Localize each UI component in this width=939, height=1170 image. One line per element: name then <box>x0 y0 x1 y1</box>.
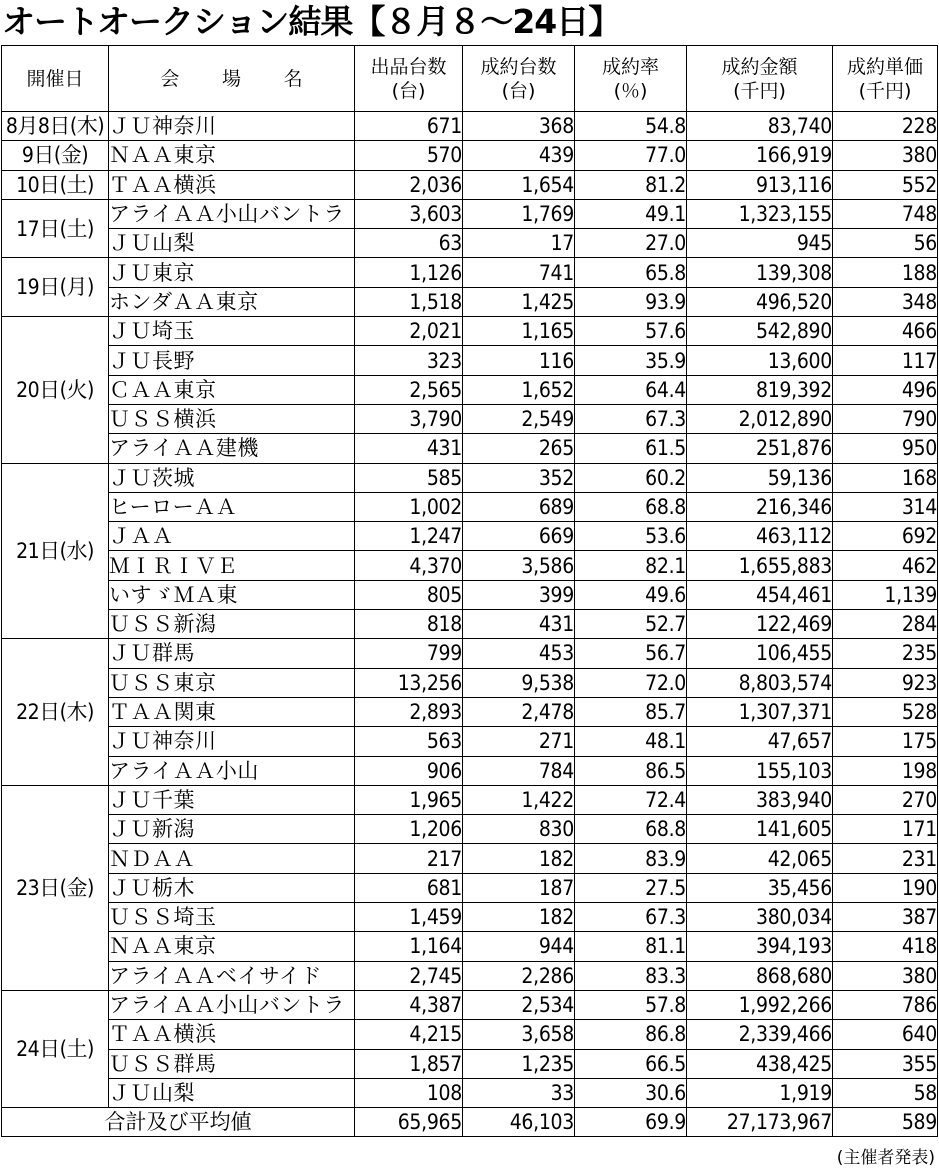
unit-price-cell: 284 <box>833 610 938 639</box>
amount-cell: 1,655,883 <box>687 551 833 580</box>
amount-cell: 139,308 <box>687 258 833 287</box>
listed-cell: 2,893 <box>355 697 463 726</box>
listed-cell: 4,387 <box>355 990 463 1019</box>
venue-cell: ＪＵ栃木 <box>109 873 355 902</box>
listed-cell: 1,247 <box>355 522 463 551</box>
rate-cell: 52.7 <box>575 610 687 639</box>
header-sold-label: 成約台数 <box>480 55 557 78</box>
table-row <box>2 522 938 551</box>
rate-cell: 66.5 <box>575 1049 687 1078</box>
unit-price-cell: 171 <box>833 815 938 844</box>
unit-price-cell: 1,139 <box>833 580 938 609</box>
rate-cell: 81.1 <box>575 932 687 961</box>
venue-cell: アライＡＡ小山バントラ <box>109 199 355 228</box>
listed-cell: 671 <box>355 112 463 141</box>
amount-cell: 913,116 <box>687 170 833 199</box>
sold-cell: 1,769 <box>463 199 575 228</box>
table-row <box>2 961 938 990</box>
sold-cell: 182 <box>463 844 575 873</box>
sold-cell: 830 <box>463 815 575 844</box>
unit-price-cell: 380 <box>833 961 938 990</box>
venue-cell: ＣＡＡ東京 <box>109 375 355 404</box>
header-listed-label: 出品台数 <box>370 55 447 78</box>
date-cell: 22日(木) <box>2 639 109 785</box>
rate-cell: 27.0 <box>575 229 687 258</box>
venue-cell: ホンダＡＡ東京 <box>109 287 355 316</box>
rate-cell: 54.8 <box>575 112 687 141</box>
amount-cell: 1,919 <box>687 1078 833 1107</box>
rate-cell: 86.8 <box>575 1020 687 1049</box>
amount-cell: 542,890 <box>687 317 833 346</box>
amount-cell: 106,455 <box>687 639 833 668</box>
total-amount: 27,173,967 <box>687 1108 833 1137</box>
unit-price-cell: 235 <box>833 639 938 668</box>
sold-cell: 439 <box>463 141 575 170</box>
amount-cell: 2,012,890 <box>687 404 833 433</box>
listed-cell: 3,603 <box>355 199 463 228</box>
date-cell: 23日(金) <box>2 785 109 990</box>
unit-price-cell: 748 <box>833 199 938 228</box>
amount-cell: 216,346 <box>687 492 833 521</box>
unit-price-cell: 190 <box>833 873 938 902</box>
unit-price-cell: 790 <box>833 404 938 433</box>
total-unit-price: 589 <box>833 1108 938 1137</box>
date-cell: 24日(土) <box>2 990 109 1107</box>
sold-cell: 17 <box>463 229 575 258</box>
rate-cell: 57.6 <box>575 317 687 346</box>
table-row <box>2 346 938 375</box>
rate-cell: 68.8 <box>575 815 687 844</box>
date-cell: 20日(火) <box>2 317 109 463</box>
venue-cell: ＭＩＲＩＶＥ <box>109 551 355 580</box>
unit-price-cell: 117 <box>833 346 938 375</box>
amount-cell: 394,193 <box>687 932 833 961</box>
sold-cell: 3,658 <box>463 1020 575 1049</box>
amount-cell: 166,919 <box>687 141 833 170</box>
table-row <box>2 932 938 961</box>
rate-cell: 61.5 <box>575 434 687 463</box>
amount-cell: 819,392 <box>687 375 833 404</box>
unit-price-cell: 58 <box>833 1078 938 1107</box>
listed-cell: 2,745 <box>355 961 463 990</box>
listed-cell: 563 <box>355 727 463 756</box>
venue-cell: ＪＵ群馬 <box>109 639 355 668</box>
amount-cell: 496,520 <box>687 287 833 316</box>
venue-cell: ＵＳＳ埼玉 <box>109 903 355 932</box>
table-row <box>2 229 938 258</box>
venue-cell: ＴＡＡ横浜 <box>109 170 355 199</box>
header-rate-unit: (％) <box>613 79 648 102</box>
unit-price-cell: 462 <box>833 551 938 580</box>
sold-cell: 1,165 <box>463 317 575 346</box>
venue-cell: ＴＡＡ関東 <box>109 697 355 726</box>
unit-price-cell: 228 <box>833 112 938 141</box>
table-row <box>2 610 938 639</box>
listed-cell: 585 <box>355 463 463 492</box>
table-row <box>2 287 938 316</box>
amount-cell: 463,112 <box>687 522 833 551</box>
table-header-row <box>2 46 938 112</box>
listed-cell: 323 <box>355 346 463 375</box>
sold-cell: 1,422 <box>463 785 575 814</box>
table-row <box>2 990 938 1019</box>
rate-cell: 35.9 <box>575 346 687 375</box>
date-cell: 21日(水) <box>2 463 109 639</box>
sold-cell: 1,425 <box>463 287 575 316</box>
header-venue <box>109 46 355 112</box>
unit-price-cell: 786 <box>833 990 938 1019</box>
sold-cell: 2,549 <box>463 404 575 433</box>
header-unit-price-unit: (千円) <box>858 79 912 102</box>
table-row <box>2 199 938 228</box>
unit-price-cell: 950 <box>833 434 938 463</box>
amount-cell: 59,136 <box>687 463 833 492</box>
unit-price-cell: 168 <box>833 463 938 492</box>
sold-cell: 944 <box>463 932 575 961</box>
total-label: 合計及び平均値 <box>2 1108 355 1137</box>
sold-cell: 399 <box>463 580 575 609</box>
table-row <box>2 844 938 873</box>
sold-cell: 9,538 <box>463 668 575 697</box>
venue-cell: ＪＵ長野 <box>109 346 355 375</box>
unit-price-cell: 640 <box>833 1020 938 1049</box>
rate-cell: 72.0 <box>575 668 687 697</box>
amount-cell: 438,425 <box>687 1049 833 1078</box>
rate-cell: 77.0 <box>575 141 687 170</box>
table-row <box>2 697 938 726</box>
sold-cell: 2,478 <box>463 697 575 726</box>
rate-cell: 81.2 <box>575 170 687 199</box>
venue-cell: ＪＵ山梨 <box>109 229 355 258</box>
date-cell: 19日(月) <box>2 258 109 317</box>
listed-cell: 4,370 <box>355 551 463 580</box>
amount-cell: 1,323,155 <box>687 199 833 228</box>
amount-cell: 35,456 <box>687 873 833 902</box>
sold-cell: 689 <box>463 492 575 521</box>
table-row <box>2 375 938 404</box>
total-row <box>2 1108 938 1137</box>
table-row <box>2 815 938 844</box>
header-venue-char: 場 <box>221 67 241 90</box>
header-listed-unit: (台) <box>391 79 426 102</box>
rate-cell: 48.1 <box>575 727 687 756</box>
sold-cell: 265 <box>463 434 575 463</box>
amount-cell: 1,992,266 <box>687 990 833 1019</box>
sold-cell: 1,654 <box>463 170 575 199</box>
unit-price-cell: 923 <box>833 668 938 697</box>
header-amount-label: 成約金額 <box>721 55 798 78</box>
rate-cell: 65.8 <box>575 258 687 287</box>
listed-cell: 818 <box>355 610 463 639</box>
venue-cell: アライＡＡ建機 <box>109 434 355 463</box>
rate-cell: 68.8 <box>575 492 687 521</box>
amount-cell: 380,034 <box>687 903 833 932</box>
unit-price-cell: 692 <box>833 522 938 551</box>
amount-cell: 83,740 <box>687 112 833 141</box>
unit-price-cell: 270 <box>833 785 938 814</box>
listed-cell: 2,021 <box>355 317 463 346</box>
table-row <box>2 434 938 463</box>
table-row <box>2 873 938 902</box>
sold-cell: 368 <box>463 112 575 141</box>
listed-cell: 906 <box>355 756 463 785</box>
rate-cell: 53.6 <box>575 522 687 551</box>
listed-cell: 2,036 <box>355 170 463 199</box>
sold-cell: 453 <box>463 639 575 668</box>
venue-cell: アライＡＡ小山バントラ <box>109 990 355 1019</box>
table-row <box>2 463 938 492</box>
amount-cell: 42,065 <box>687 844 833 873</box>
table-row <box>2 785 938 814</box>
venue-cell: ＮＡＡ東京 <box>109 141 355 170</box>
unit-price-cell: 348 <box>833 287 938 316</box>
listed-cell: 1,518 <box>355 287 463 316</box>
amount-cell: 1,307,371 <box>687 697 833 726</box>
sold-cell: 784 <box>463 756 575 785</box>
rate-cell: 27.5 <box>575 873 687 902</box>
rate-cell: 83.9 <box>575 844 687 873</box>
header-sold <box>463 46 575 112</box>
unit-price-cell: 314 <box>833 492 938 521</box>
sold-cell: 116 <box>463 346 575 375</box>
sold-cell: 33 <box>463 1078 575 1107</box>
venue-cell: アライＡＡベイサイド <box>109 961 355 990</box>
header-unit-price-label: 成約単価 <box>846 55 923 78</box>
header-rate-label: 成約率 <box>601 55 659 78</box>
table-row <box>2 404 938 433</box>
table-row <box>2 580 938 609</box>
listed-cell: 1,965 <box>355 785 463 814</box>
listed-cell: 1,126 <box>355 258 463 287</box>
header-rate <box>575 46 687 112</box>
listed-cell: 63 <box>355 229 463 258</box>
amount-cell: 868,680 <box>687 961 833 990</box>
sold-cell: 352 <box>463 463 575 492</box>
sold-cell: 741 <box>463 258 575 287</box>
venue-cell: いすゞＭＡ東 <box>109 580 355 609</box>
table-row <box>2 756 938 785</box>
unit-price-cell: 175 <box>833 727 938 756</box>
sold-cell: 2,286 <box>463 961 575 990</box>
venue-cell: アライＡＡ小山 <box>109 756 355 785</box>
date-cell: 9日(金) <box>2 141 109 170</box>
page-title: オートオークション結果【８月８～24日】 <box>2 2 621 41</box>
venue-cell: ＪＡＡ <box>109 522 355 551</box>
rate-cell: 93.9 <box>575 287 687 316</box>
amount-cell: 122,469 <box>687 610 833 639</box>
venue-cell: ＵＳＳ群馬 <box>109 1049 355 1078</box>
table-row <box>2 492 938 521</box>
sold-cell: 3,586 <box>463 551 575 580</box>
unit-price-cell: 198 <box>833 756 938 785</box>
unit-price-cell: 496 <box>833 375 938 404</box>
date-cell: 8月8日(木) <box>2 112 109 141</box>
amount-cell: 383,940 <box>687 785 833 814</box>
amount-cell: 141,605 <box>687 815 833 844</box>
date-cell: 10日(土) <box>2 170 109 199</box>
venue-cell: ＴＡＡ横浜 <box>109 1020 355 1049</box>
organizer-note: (主催者発表) <box>836 1148 935 1168</box>
amount-cell: 2,339,466 <box>687 1020 833 1049</box>
unit-price-cell: 355 <box>833 1049 938 1078</box>
amount-cell: 155,103 <box>687 756 833 785</box>
unit-price-cell: 528 <box>833 697 938 726</box>
rate-cell: 86.5 <box>575 756 687 785</box>
rate-cell: 85.7 <box>575 697 687 726</box>
rate-cell: 67.3 <box>575 404 687 433</box>
listed-cell: 1,206 <box>355 815 463 844</box>
listed-cell: 1,857 <box>355 1049 463 1078</box>
sold-cell: 182 <box>463 903 575 932</box>
unit-price-cell: 231 <box>833 844 938 873</box>
table-row <box>2 1049 938 1078</box>
listed-cell: 1,164 <box>355 932 463 961</box>
sold-cell: 2,534 <box>463 990 575 1019</box>
unit-price-cell: 380 <box>833 141 938 170</box>
table-row <box>2 639 938 668</box>
listed-cell: 3,790 <box>355 404 463 433</box>
listed-cell: 431 <box>355 434 463 463</box>
table-row <box>2 317 938 346</box>
listed-cell: 1,459 <box>355 903 463 932</box>
header-venue-char: 名 <box>283 67 303 90</box>
rate-cell: 67.3 <box>575 903 687 932</box>
date-cell: 17日(土) <box>2 199 109 258</box>
header-date: 開催日 <box>2 46 109 112</box>
sold-cell: 1,652 <box>463 375 575 404</box>
table-row <box>2 258 938 287</box>
rate-cell: 60.2 <box>575 463 687 492</box>
rate-cell: 82.1 <box>575 551 687 580</box>
sold-cell: 431 <box>463 610 575 639</box>
listed-cell: 799 <box>355 639 463 668</box>
table-row <box>2 170 938 199</box>
sold-cell: 669 <box>463 522 575 551</box>
header-amount <box>687 46 833 112</box>
listed-cell: 1,002 <box>355 492 463 521</box>
venue-cell: ＪＵ東京 <box>109 258 355 287</box>
unit-price-cell: 552 <box>833 170 938 199</box>
unit-price-cell: 387 <box>833 903 938 932</box>
venue-cell: ＪＵ新潟 <box>109 815 355 844</box>
sold-cell: 1,235 <box>463 1049 575 1078</box>
rate-cell: 49.1 <box>575 199 687 228</box>
table-row <box>2 141 938 170</box>
table-row <box>2 112 938 141</box>
header-sold-unit: (台) <box>501 79 536 102</box>
venue-cell: ＪＵ埼玉 <box>109 317 355 346</box>
unit-price-cell: 418 <box>833 932 938 961</box>
header-amount-unit: (千円) <box>733 79 786 102</box>
total-sold: 46,103 <box>463 1108 575 1137</box>
venue-cell: ＵＳＳ東京 <box>109 668 355 697</box>
rate-cell: 57.8 <box>575 990 687 1019</box>
unit-price-cell: 56 <box>833 229 938 258</box>
venue-cell: ＮＡＡ東京 <box>109 932 355 961</box>
listed-cell: 805 <box>355 580 463 609</box>
sold-cell: 271 <box>463 727 575 756</box>
listed-cell: 570 <box>355 141 463 170</box>
venue-cell: ＪＵ千葉 <box>109 785 355 814</box>
header-listed <box>355 46 463 112</box>
venue-cell: ＪＵ茨城 <box>109 463 355 492</box>
header-unit-price <box>833 46 938 112</box>
listed-cell: 4,215 <box>355 1020 463 1049</box>
unit-price-cell: 466 <box>833 317 938 346</box>
venue-cell: ＪＵ山梨 <box>109 1078 355 1107</box>
sold-cell: 187 <box>463 873 575 902</box>
venue-cell: ＵＳＳ横浜 <box>109 404 355 433</box>
table-row <box>2 903 938 932</box>
listed-cell: 13,256 <box>355 668 463 697</box>
table-row <box>2 551 938 580</box>
venue-cell: ＮＤＡＡ <box>109 844 355 873</box>
table-row <box>2 1020 938 1049</box>
amount-cell: 251,876 <box>687 434 833 463</box>
table-row <box>2 1078 938 1107</box>
amount-cell: 47,657 <box>687 727 833 756</box>
amount-cell: 945 <box>687 229 833 258</box>
rate-cell: 49.6 <box>575 580 687 609</box>
rate-cell: 64.4 <box>575 375 687 404</box>
venue-cell: ＵＳＳ新潟 <box>109 610 355 639</box>
listed-cell: 2,565 <box>355 375 463 404</box>
venue-cell: ヒーローＡＡ <box>109 492 355 521</box>
listed-cell: 681 <box>355 873 463 902</box>
amount-cell: 13,600 <box>687 346 833 375</box>
listed-cell: 108 <box>355 1078 463 1107</box>
amount-cell: 454,461 <box>687 580 833 609</box>
listed-cell: 217 <box>355 844 463 873</box>
rate-cell: 83.3 <box>575 961 687 990</box>
amount-cell: 8,803,574 <box>687 668 833 697</box>
table-row <box>2 668 938 697</box>
total-rate: 69.9 <box>575 1108 687 1137</box>
rate-cell: 30.6 <box>575 1078 687 1107</box>
table-row <box>2 727 938 756</box>
venue-cell: ＪＵ神奈川 <box>109 727 355 756</box>
total-listed: 65,965 <box>355 1108 463 1137</box>
results-body <box>2 112 938 1137</box>
auction-results-table <box>1 45 938 1137</box>
rate-cell: 56.7 <box>575 639 687 668</box>
header-venue-char: 会 <box>160 67 180 90</box>
venue-cell: ＪＵ神奈川 <box>109 112 355 141</box>
rate-cell: 72.4 <box>575 785 687 814</box>
unit-price-cell: 188 <box>833 258 938 287</box>
